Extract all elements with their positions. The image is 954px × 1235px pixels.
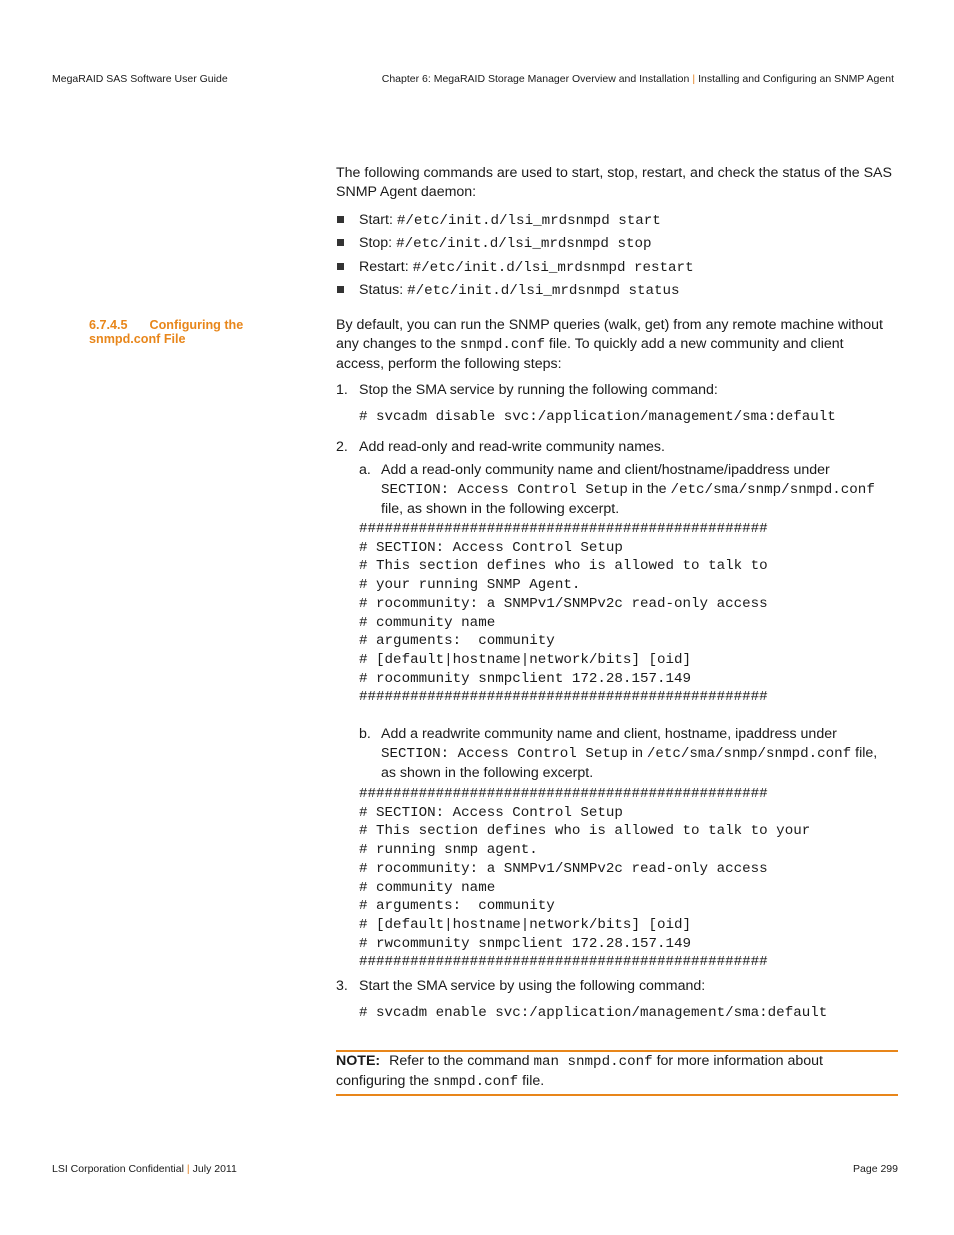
code-line: ################################################ — [359, 954, 768, 971]
note-box — [336, 1052, 898, 1092]
step-2a-letter: a. — [359, 462, 371, 478]
section-body-line-1: By default, you can run the SNMP queries (walk, get) from any remote machine without — [336, 317, 884, 333]
inline-code: /etc/sma/snmp/snmpd.conf — [646, 746, 852, 762]
code-line: # running snmp agent. — [359, 842, 538, 859]
code-line: # arguments: community — [359, 633, 555, 650]
step-2b-line-2 — [381, 744, 911, 764]
step-3-number: 3. — [336, 978, 348, 994]
code-block-b — [359, 785, 810, 972]
text-fragment: file. To quickly add a new community and client — [544, 336, 844, 352]
code-line: # rwcommunity snmpclient 172.28.157.149 — [359, 935, 692, 952]
code-line: ################################################ — [359, 521, 768, 537]
step-2b-text — [381, 725, 911, 783]
code-line: # rocommunity: a SNMPv1/SNMPv2c read-only access — [359, 595, 768, 612]
command-label: Stop: — [359, 235, 393, 251]
code-line: # community name — [359, 614, 496, 631]
note-bottom-rule — [336, 1094, 898, 1096]
step-2-text: Add read-only and read-write community names. — [359, 439, 665, 455]
header-separator: | — [692, 73, 696, 85]
text-fragment: file. — [518, 1073, 545, 1089]
inline-code: SECTION: Access Control Setup — [381, 482, 628, 498]
command-code: #/etc/init.d/lsi_mrdsnmpd stop — [396, 236, 652, 252]
running-header-title: MegaRAID SAS Software User Guide — [52, 73, 228, 85]
section-heading — [89, 318, 243, 346]
running-header-chapter — [382, 73, 894, 85]
section-number: 6.7.4.5 — [89, 318, 128, 332]
list-item-stop — [359, 234, 652, 254]
step-2a-line-1: Add a read-only community name and client/hostname/ipaddress under — [381, 462, 830, 478]
section-body-line-2 — [336, 335, 906, 355]
intro-paragraph — [336, 164, 906, 202]
step-2a-line-2 — [381, 480, 911, 500]
command-code: #/etc/init.d/lsi_mrdsnmpd status — [407, 283, 680, 299]
text-fragment: Refer to the command — [389, 1053, 534, 1069]
footer-left — [52, 1163, 237, 1175]
inline-code: SECTION: Access Control Setup — [381, 746, 628, 762]
code-line: ################################################ — [359, 689, 768, 706]
text-fragment: configuring the — [336, 1073, 434, 1089]
note-label: NOTE: — [336, 1053, 381, 1069]
list-item-start — [359, 211, 661, 231]
step-2a-text — [381, 461, 911, 519]
step-2-number: 2. — [336, 439, 348, 455]
command-label: Status: — [359, 282, 404, 298]
inline-code: /etc/sma/snmp/snmpd.conf — [670, 482, 875, 498]
list-item-restart — [359, 258, 694, 278]
inline-code: snmpd.conf — [433, 1074, 519, 1090]
bullet-icon — [337, 263, 344, 270]
step-2a-line-3: file, as shown in the following excerpt. — [381, 501, 620, 517]
code-line: # This section defines who is allowed to talk to your — [359, 823, 811, 840]
code-line: # community name — [359, 879, 496, 896]
code-line: ################################################ — [359, 786, 768, 802]
section-body-paragraph — [336, 316, 906, 374]
bullet-icon — [337, 286, 344, 293]
section-title-line-1: Configuring the — [149, 318, 244, 332]
code-line: # rocommunity snmpclient 172.28.157.149 — [359, 670, 692, 687]
inline-code: man snmpd.conf — [533, 1054, 653, 1070]
header-chapter-text: Chapter 6: MegaRAID Storage Manager Overview and Installation — [381, 73, 690, 85]
step-3-code: # svcadm enable svc:/application/management/sma:default — [359, 1005, 828, 1021]
intro-line-1: The following commands are used to start, stop, restart, and check the status of the SAS — [336, 165, 892, 181]
text-fragment: in — [627, 745, 647, 761]
code-line: # This section defines who is allowed to talk to — [359, 558, 768, 575]
code-line: # [default|hostname|network/bits] [oid] — [359, 651, 692, 668]
step-2b-line-1: Add a readwrite community name and client, hostname, ipaddress under — [381, 726, 837, 742]
section-title-line-2: snmpd.conf File — [89, 332, 186, 346]
code-block-a — [359, 520, 768, 707]
inline-code: snmpd.conf — [459, 337, 545, 353]
command-label: Start: — [359, 212, 393, 228]
code-line: # your running SNMP Agent. — [359, 577, 581, 594]
code-line: # SECTION: Access Control Setup — [359, 539, 623, 556]
bullet-icon — [337, 239, 344, 246]
step-1-number: 1. — [336, 382, 348, 398]
command-label: Restart: — [359, 259, 409, 275]
command-code: #/etc/init.d/lsi_mrdsnmpd start — [396, 213, 661, 229]
text-fragment: file, — [851, 745, 878, 761]
code-line: # rocommunity: a SNMPv1/SNMPv2c read-only access — [359, 860, 768, 877]
page-number: Page 299 — [853, 1163, 898, 1175]
text-fragment: any changes to the — [336, 336, 460, 352]
note-line-2 — [336, 1072, 898, 1092]
text-fragment: in the — [627, 481, 671, 497]
text-fragment: for more information about — [652, 1053, 823, 1069]
bullet-icon — [337, 216, 344, 223]
step-1-text: Stop the SMA service by running the following command: — [359, 382, 718, 398]
code-line: # [default|hostname|network/bits] [oid] — [359, 916, 692, 933]
step-2b-letter: b. — [359, 726, 371, 742]
footer-company: LSI Corporation Confidential — [52, 1163, 184, 1175]
footer-date: July 2011 — [192, 1163, 237, 1175]
section-body-line-3: access, perform the following steps: — [336, 356, 562, 372]
footer-separator: | — [186, 1163, 190, 1175]
intro-line-2: SNMP Agent daemon: — [336, 184, 477, 200]
code-line: # arguments: community — [359, 898, 555, 915]
header-section-text: Installing and Configuring an SNMP Agent — [698, 73, 894, 85]
list-item-status — [359, 281, 680, 301]
note-line-1 — [336, 1052, 898, 1072]
step-2b-line-3: as shown in the following excerpt. — [381, 765, 594, 781]
code-line: # SECTION: Access Control Setup — [359, 804, 623, 821]
command-code: #/etc/init.d/lsi_mrdsnmpd restart — [412, 260, 694, 276]
step-3-text: Start the SMA service by using the following command: — [359, 978, 706, 994]
step-1-code: # svcadm disable svc:/application/management/sma:default — [359, 409, 836, 425]
